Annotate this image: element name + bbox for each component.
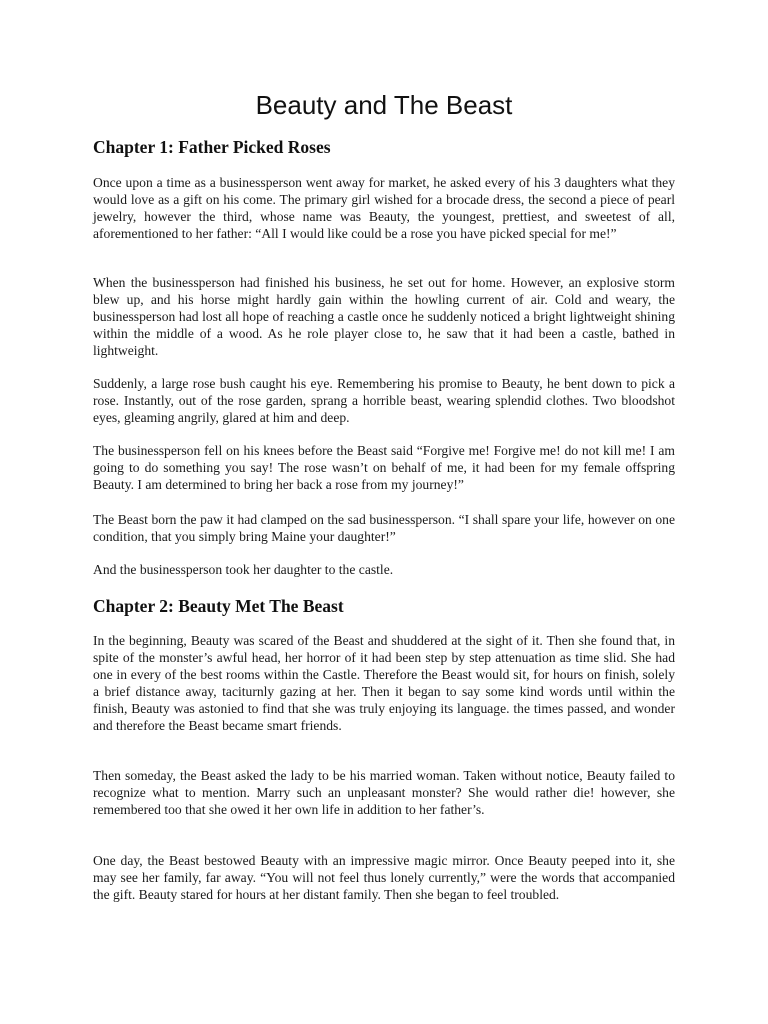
chapter-1-paragraph-2: When the businessperson had finished his business, he set out for home. However, an explosive storm blew up, and his horse might hardly gain within the howling current of air. Cold and weary, the businessperson had lost all hope of reaching a castle once he suddenly noticed a bright lightweight shining within the middle of a wood. As he role player close to, he saw that it had been a castle, bathed in lightweight.	[93, 275, 675, 358]
chapter-2-paragraph-3: One day, the Beast bestowed Beauty with an impressive magic mirror. Once Beauty peeped into it, she may see her family, far away. “You will not feel thus lonely currently,” were the words that accompanied the gift. Beauty stared for hours at her distant family. Then she began to feel troubled.	[93, 853, 675, 902]
chapter-1-heading: Chapter 1: Father Picked Roses	[93, 137, 331, 157]
chapter-2-paragraph-1: In the beginning, Beauty was scared of the Beast and shuddered at the sight of it. Then she found that, in spite of the monster’s awful head, her horror of it had been step by step attenuation as time slid. She had one in every of the best rooms within the Castle. Therefore the Beast would sit, for hours on finish, solely a brief distance away, taciturnly gazing at her. Then it began to say some kind words until within the finish, Beauty was astonied to find that she was truly enjoying its language. the times passed, and wonder and therefore the Beast became smart friends.	[93, 633, 675, 733]
chapter-2-paragraph-2: Then someday, the Beast asked the lady to be his married woman. Taken without notice, Beauty failed to recognize what to mention. Marry such an unpleasant monster? She would rather die! however, she remembered too that she owed it her own life in addition to her father’s.	[93, 768, 675, 817]
chapter-1-paragraph-4: The businessperson fell on his knees before the Beast said “Forgive me! Forgive me! do not kill me! I am going to do something you say! The rose wasn’t on behalf of me, it had been for my female offspring Beauty. I am determined to bring her back a rose from my journey!”	[93, 443, 675, 492]
document-title: Beauty and The Beast	[255, 90, 513, 120]
chapter-1-paragraph-3: Suddenly, a large rose bush caught his eye. Remembering his promise to Beauty, he bent down to pick a rose. Instantly, out of the rose garden, sprang a horrible beast, wearing splendid clothes. Two bloodshot eyes, gleaming angrily, glared at him and deep.	[93, 376, 675, 425]
chapter-1-paragraph-1: Once upon a time as a businessperson went away for market, he asked every of his 3 daughters what they would love as a gift on his come. The primary girl wished for a brocade dress, the second a piece of pearl jewelry, however the third, whose name was Beauty, the youngest, prettiest, and sweetest of all, aforementioned to her father: “All I would like could be a rose you have picked special for me!”	[93, 175, 675, 241]
chapter-2-heading: Chapter 2: Beauty Met The Beast	[93, 596, 344, 616]
chapter-1-paragraph-5: The Beast born the paw it had clamped on the sad businessperson. “I shall spare your life, however on one condition, that you simply bring Maine your daughter!”	[93, 512, 675, 544]
chapter-1-paragraph-6: And the businessperson took her daughter to the castle.	[93, 562, 394, 577]
